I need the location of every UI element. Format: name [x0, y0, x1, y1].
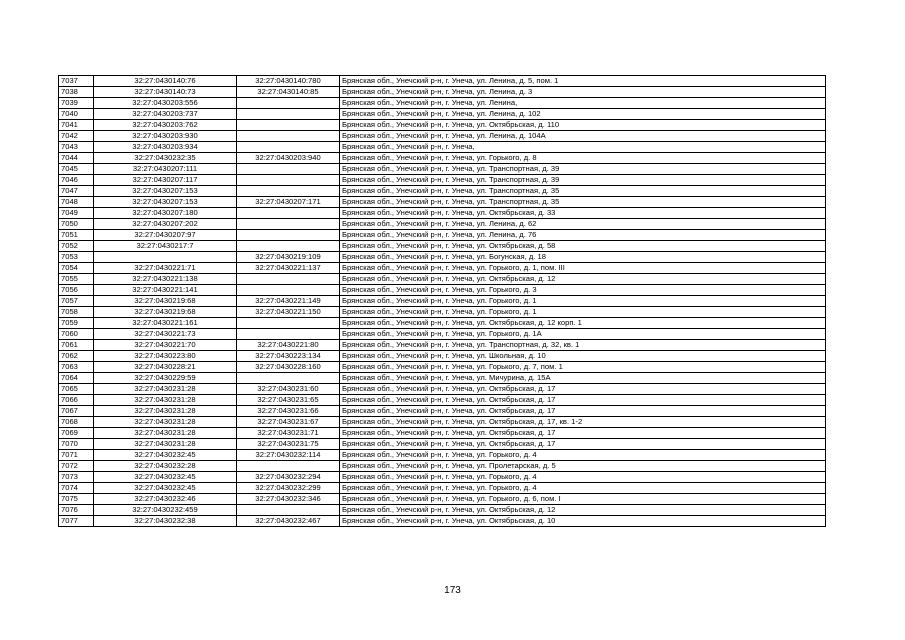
row-number-cell: 7073: [59, 472, 94, 483]
table-row: [59, 472, 826, 483]
land-cadastral-number-cell: 32:27:0430207:202: [94, 219, 237, 230]
land-cadastral-number-cell: 32:27:0430221:161: [94, 318, 237, 329]
row-number-cell: 7069: [59, 428, 94, 439]
land-cadastral-number-cell: 32:27:0430207:153: [94, 186, 237, 197]
row-number-cell: 7075: [59, 494, 94, 505]
table-row: [59, 76, 826, 87]
land-cadastral-number-cell: 32:27:0430221:73: [94, 329, 237, 340]
address-cell: Брянская обл., Унечский р-н, г. Унеча, ул. Октябрьская, д. 17: [340, 384, 826, 395]
address-cell: Брянская обл., Унечский р-н, г. Унеча, ул. Горького, д. 7, пом. 1: [340, 362, 826, 373]
address-cell: Брянская обл., Унечский р-н, г. Унеча, ул. Октябрьская, д. 17, кв. 1-2: [340, 417, 826, 428]
address-cell: Брянская обл., Унечский р-н, г. Унеча, ул. Транспортная, д. 39: [340, 164, 826, 175]
table-row: [59, 186, 826, 197]
land-cadastral-number-cell: 32:27:0430207:153: [94, 197, 237, 208]
table-row: [59, 98, 826, 109]
table-row: [59, 296, 826, 307]
land-cadastral-number-cell: 32:27:0430232:46: [94, 494, 237, 505]
object-cadastral-number-cell: [237, 120, 340, 131]
land-cadastral-number-cell: 32:27:0430232:459: [94, 505, 237, 516]
row-number-cell: 7043: [59, 142, 94, 153]
table-row: [59, 384, 826, 395]
land-cadastral-number-cell: 32:27:0430221:70: [94, 340, 237, 351]
land-cadastral-number-cell: 32:27:0430228:21: [94, 362, 237, 373]
table-row: [59, 131, 826, 142]
table-row: [59, 428, 826, 439]
land-cadastral-number-cell: 32:27:0430221:141: [94, 285, 237, 296]
land-cadastral-number-cell: 32:27:0430231:28: [94, 417, 237, 428]
object-cadastral-number-cell: [237, 131, 340, 142]
object-cadastral-number-cell: 32:27:0430231:65: [237, 395, 340, 406]
object-cadastral-number-cell: [237, 109, 340, 120]
object-cadastral-number-cell: 32:27:0430231:71: [237, 428, 340, 439]
object-cadastral-number-cell: [237, 373, 340, 384]
row-number-cell: 7048: [59, 197, 94, 208]
address-cell: Брянская обл., Унечский р-н, г. Унеча, ул. Октябрьская, д. 12 корп. 1: [340, 318, 826, 329]
address-cell: Брянская обл., Унечский р-н, г. Унеча, ул. Транспортная, д. 35: [340, 186, 826, 197]
row-number-cell: 7049: [59, 208, 94, 219]
object-cadastral-number-cell: 32:27:0430232:114: [237, 450, 340, 461]
land-cadastral-number-cell: 32:27:0430221:138: [94, 274, 237, 285]
table-row: [59, 417, 826, 428]
land-cadastral-number-cell: 32:27:0430231:28: [94, 439, 237, 450]
address-cell: Брянская обл., Унечский р-н, г. Унеча, ул. Ленина, д. 102: [340, 109, 826, 120]
table-row: [59, 274, 826, 285]
object-cadastral-number-cell: 32:27:0430140:85: [237, 87, 340, 98]
table-row: [59, 329, 826, 340]
row-number-cell: 7063: [59, 362, 94, 373]
object-cadastral-number-cell: [237, 274, 340, 285]
page-number: 173: [444, 585, 461, 596]
address-cell: Брянская обл., Унечский р-н, г. Унеча, ул. Ленина, д. 104А: [340, 131, 826, 142]
table-row: [59, 142, 826, 153]
table-row: [59, 318, 826, 329]
registry-table-body: [59, 76, 826, 527]
address-cell: Брянская обл., Унечский р-н, г. Унеча, ул. Ленина, д. 5, пом. 1: [340, 76, 826, 87]
property-registry-table: [58, 75, 826, 527]
table-row: [59, 406, 826, 417]
table-row: [59, 87, 826, 98]
object-cadastral-number-cell: [237, 208, 340, 219]
table-row: [59, 439, 826, 450]
table-row: [59, 373, 826, 384]
row-number-cell: 7050: [59, 219, 94, 230]
object-cadastral-number-cell: 32:27:0430231:67: [237, 417, 340, 428]
land-cadastral-number-cell: 32:27:0430232:45: [94, 472, 237, 483]
land-cadastral-number-cell: 32:27:0430219:68: [94, 307, 237, 318]
address-cell: Брянская обл., Унечский р-н, г. Унеча, ул. Горького, д. 8: [340, 153, 826, 164]
table-row: [59, 252, 826, 263]
land-cadastral-number-cell: 32:27:0430203:762: [94, 120, 237, 131]
object-cadastral-number-cell: [237, 142, 340, 153]
address-cell: Брянская обл., Унечский р-н, г. Унеча, ул. Октябрьская, д. 12: [340, 274, 826, 285]
object-cadastral-number-cell: [237, 329, 340, 340]
address-cell: Брянская обл., Унечский р-н, г. Унеча, ул. Ленина, д. 76: [340, 230, 826, 241]
row-number-cell: 7046: [59, 175, 94, 186]
address-cell: Брянская обл., Унечский р-н, г. Унеча, ул. Октябрьская, д. 17: [340, 428, 826, 439]
object-cadastral-number-cell: 32:27:0430228:160: [237, 362, 340, 373]
address-cell: Брянская обл., Унечский р-н, г. Унеча, ул. Горького, д. 1: [340, 296, 826, 307]
table-row: [59, 351, 826, 362]
object-cadastral-number-cell: [237, 241, 340, 252]
land-cadastral-number-cell: 32:27:0430232:28: [94, 461, 237, 472]
row-number-cell: 7041: [59, 120, 94, 131]
row-number-cell: 7077: [59, 516, 94, 527]
row-number-cell: 7052: [59, 241, 94, 252]
table-row: [59, 461, 826, 472]
land-cadastral-number-cell: 32:27:0430207:97: [94, 230, 237, 241]
row-number-cell: 7057: [59, 296, 94, 307]
row-number-cell: 7054: [59, 263, 94, 274]
address-cell: Брянская обл., Унечский р-н, г. Унеча, ул. Горького, д. 4: [340, 450, 826, 461]
row-number-cell: 7058: [59, 307, 94, 318]
row-number-cell: 7045: [59, 164, 94, 175]
row-number-cell: 7056: [59, 285, 94, 296]
land-cadastral-number-cell: 32:27:0430231:28: [94, 384, 237, 395]
table-row: [59, 208, 826, 219]
land-cadastral-number-cell: 32:27:0430207:180: [94, 208, 237, 219]
land-cadastral-number-cell: 32:27:0430232:38: [94, 516, 237, 527]
table-row: [59, 219, 826, 230]
object-cadastral-number-cell: 32:27:0430203:940: [237, 153, 340, 164]
row-number-cell: 7042: [59, 131, 94, 142]
row-number-cell: 7038: [59, 87, 94, 98]
address-cell: Брянская обл., Унечский р-н, г. Унеча, ул. Мичурина, д. 15А: [340, 373, 826, 384]
land-cadastral-number-cell: 32:27:0430229:59: [94, 373, 237, 384]
row-number-cell: 7044: [59, 153, 94, 164]
object-cadastral-number-cell: 32:27:0430232:299: [237, 483, 340, 494]
object-cadastral-number-cell: [237, 98, 340, 109]
row-number-cell: 7064: [59, 373, 94, 384]
row-number-cell: 7067: [59, 406, 94, 417]
land-cadastral-number-cell: 32:27:0430221:71: [94, 263, 237, 274]
object-cadastral-number-cell: [237, 505, 340, 516]
address-cell: Брянская обл., Унечский р-н, г. Унеча, ул. Транспортная, д. 32, кв. 1: [340, 340, 826, 351]
object-cadastral-number-cell: [237, 285, 340, 296]
object-cadastral-number-cell: 32:27:0430207:171: [237, 197, 340, 208]
land-cadastral-number-cell: 32:27:0430207:111: [94, 164, 237, 175]
object-cadastral-number-cell: [237, 219, 340, 230]
address-cell: Брянская обл., Унечский р-н, г. Унеча, ул. Октябрьская, д. 10: [340, 516, 826, 527]
row-number-cell: 7051: [59, 230, 94, 241]
row-number-cell: 7076: [59, 505, 94, 516]
table-row: [59, 175, 826, 186]
table-row: [59, 263, 826, 274]
object-cadastral-number-cell: 32:27:0430231:66: [237, 406, 340, 417]
address-cell: Брянская обл., Унечский р-н, г. Унеча, ул. Горького, д. 1: [340, 307, 826, 318]
land-cadastral-number-cell: [94, 252, 237, 263]
row-number-cell: 7053: [59, 252, 94, 263]
address-cell: Брянская обл., Унечский р-н, г. Унеча, ул. Транспортная, д. 39: [340, 175, 826, 186]
land-cadastral-number-cell: 32:27:0430140:76: [94, 76, 237, 87]
row-number-cell: 7068: [59, 417, 94, 428]
object-cadastral-number-cell: 32:27:0430221:80: [237, 340, 340, 351]
table-row: [59, 494, 826, 505]
table-row: [59, 307, 826, 318]
table-row: [59, 450, 826, 461]
row-number-cell: 7059: [59, 318, 94, 329]
object-cadastral-number-cell: 32:27:0430232:467: [237, 516, 340, 527]
table-row: [59, 505, 826, 516]
object-cadastral-number-cell: 32:27:0430223:134: [237, 351, 340, 362]
object-cadastral-number-cell: 32:27:0430221:150: [237, 307, 340, 318]
address-cell: Брянская обл., Унечский р-н, г. Унеча, ул. Богунская, д. 18: [340, 252, 826, 263]
table-row: [59, 164, 826, 175]
address-cell: Брянская обл., Унечский р-н, г. Унеча, ул. Горького, д. 1, пом. III: [340, 263, 826, 274]
land-cadastral-number-cell: 32:27:0430203:556: [94, 98, 237, 109]
row-number-cell: 7071: [59, 450, 94, 461]
address-cell: Брянская обл., Унечский р-н, г. Унеча, ул. Ленина,: [340, 98, 826, 109]
object-cadastral-number-cell: 32:27:0430219:109: [237, 252, 340, 263]
object-cadastral-number-cell: [237, 230, 340, 241]
object-cadastral-number-cell: 32:27:0430221:149: [237, 296, 340, 307]
object-cadastral-number-cell: [237, 175, 340, 186]
address-cell: Брянская обл., Унечский р-н, г. Унеча, ул. Горького, д. 4: [340, 483, 826, 494]
row-number-cell: 7070: [59, 439, 94, 450]
address-cell: Брянская обл., Унечский р-н, г. Унеча, ул. Ленина, д. 62: [340, 219, 826, 230]
table-row: [59, 230, 826, 241]
row-number-cell: 7074: [59, 483, 94, 494]
land-cadastral-number-cell: 32:27:0430203:934: [94, 142, 237, 153]
object-cadastral-number-cell: [237, 318, 340, 329]
table-row: [59, 285, 826, 296]
land-cadastral-number-cell: 32:27:0430223:80: [94, 351, 237, 362]
object-cadastral-number-cell: [237, 186, 340, 197]
row-number-cell: 7039: [59, 98, 94, 109]
address-cell: Брянская обл., Унечский р-н, г. Унеча, ул. Ленина, д. 3: [340, 87, 826, 98]
table-row: [59, 109, 826, 120]
row-number-cell: 7062: [59, 351, 94, 362]
table-row: [59, 340, 826, 351]
table-row: [59, 197, 826, 208]
address-cell: Брянская обл., Унечский р-н, г. Унеча, ул. Пролетарская, д. 5: [340, 461, 826, 472]
address-cell: Брянская обл., Унечский р-н, г. Унеча, ул. Горького, д. 4: [340, 472, 826, 483]
table-row: [59, 153, 826, 164]
row-number-cell: 7066: [59, 395, 94, 406]
table-row: [59, 395, 826, 406]
object-cadastral-number-cell: 32:27:0430232:294: [237, 472, 340, 483]
row-number-cell: 7061: [59, 340, 94, 351]
address-cell: Брянская обл., Унечский р-н, г. Унеча, ул. Горького, д. 6, пом. I: [340, 494, 826, 505]
address-cell: Брянская обл., Унечский р-н, г. Унеча, ул. Октябрьская, д. 17: [340, 406, 826, 417]
address-cell: Брянская обл., Унечский р-н, г. Унеча, ул. Октябрьская, д. 33: [340, 208, 826, 219]
table-row: [59, 241, 826, 252]
table-row: [59, 516, 826, 527]
land-cadastral-number-cell: 32:27:0430232:35: [94, 153, 237, 164]
land-cadastral-number-cell: 32:27:0430232:45: [94, 450, 237, 461]
object-cadastral-number-cell: [237, 164, 340, 175]
object-cadastral-number-cell: 32:27:0430140:780: [237, 76, 340, 87]
land-cadastral-number-cell: 32:27:0430232:45: [94, 483, 237, 494]
table-row: [59, 362, 826, 373]
object-cadastral-number-cell: 32:27:0430232:346: [237, 494, 340, 505]
address-cell: Брянская обл., Унечский р-н, г. Унеча, ул. Октябрьская, д. 17: [340, 395, 826, 406]
row-number-cell: 7047: [59, 186, 94, 197]
row-number-cell: 7037: [59, 76, 94, 87]
land-cadastral-number-cell: 32:27:0430231:28: [94, 428, 237, 439]
row-number-cell: 7060: [59, 329, 94, 340]
address-cell: Брянская обл., Унечский р-н, г. Унеча, ул. Горького, д. 1А: [340, 329, 826, 340]
address-cell: Брянская обл., Унечский р-н, г. Унеча,: [340, 142, 826, 153]
object-cadastral-number-cell: 32:27:0430231:60: [237, 384, 340, 395]
address-cell: Брянская обл., Унечский р-н, г. Унеча, ул. Октябрьская, д. 17: [340, 439, 826, 450]
row-number-cell: 7040: [59, 109, 94, 120]
land-cadastral-number-cell: 32:27:0430219:68: [94, 296, 237, 307]
table-row: [59, 483, 826, 494]
land-cadastral-number-cell: 32:27:0430231:28: [94, 406, 237, 417]
address-cell: Брянская обл., Унечский р-н, г. Унеча, ул. Октябрьская, д. 110: [340, 120, 826, 131]
address-cell: Брянская обл., Унечский р-н, г. Унеча, ул. Транспортная, д. 35: [340, 197, 826, 208]
land-cadastral-number-cell: 32:27:0430231:28: [94, 395, 237, 406]
land-cadastral-number-cell: 32:27:0430203:930: [94, 131, 237, 142]
land-cadastral-number-cell: 32:27:0430140:73: [94, 87, 237, 98]
land-cadastral-number-cell: 32:27:0430207:117: [94, 175, 237, 186]
object-cadastral-number-cell: [237, 461, 340, 472]
table-row: [59, 120, 826, 131]
address-cell: Брянская обл., Унечский р-н, г. Унеча, ул. Октябрьская, д. 12: [340, 505, 826, 516]
row-number-cell: 7055: [59, 274, 94, 285]
row-number-cell: 7065: [59, 384, 94, 395]
land-cadastral-number-cell: 32:27:0430217:7: [94, 241, 237, 252]
row-number-cell: 7072: [59, 461, 94, 472]
address-cell: Брянская обл., Унечский р-н, г. Унеча, ул. Октябрьская, д. 58: [340, 241, 826, 252]
address-cell: Брянская обл., Унечский р-н, г. Унеча, ул. Школьная, д. 10: [340, 351, 826, 362]
object-cadastral-number-cell: 32:27:0430231:75: [237, 439, 340, 450]
address-cell: Брянская обл., Унечский р-н, г. Унеча, ул. Горького, д. 3: [340, 285, 826, 296]
object-cadastral-number-cell: 32:27:0430221:137: [237, 263, 340, 274]
land-cadastral-number-cell: 32:27:0430203:737: [94, 109, 237, 120]
